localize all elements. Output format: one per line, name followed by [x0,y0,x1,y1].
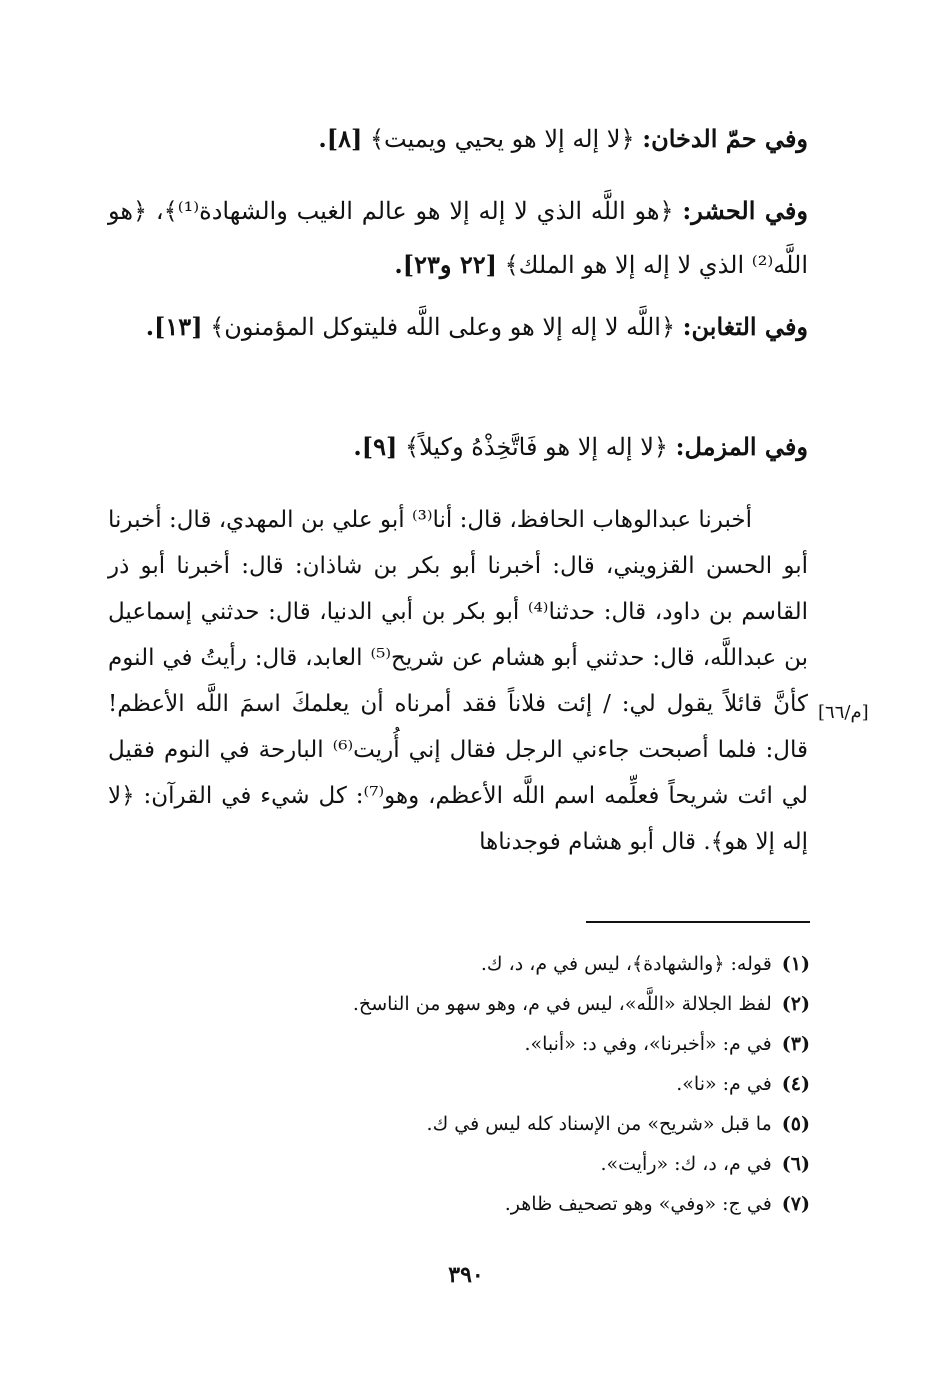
footnote-item [140,944,810,984]
verse-hashr [108,184,808,292]
verse-lead: وفي الحشر: [682,196,808,225]
narration-paragraph [108,497,808,865]
verse-text: ﴿لا إله إلا هو يحيي ويميت﴾ [369,125,635,153]
verse-text: ﴿اللَّه لا إله إلا هو وعلى اللَّه فليتوكل المؤمنون﴾ [210,313,676,341]
verse-taghabun [108,300,808,354]
footnote-item [140,1064,810,1104]
verse-ref: [٨]. [318,124,363,153]
verse-lead: وفي حمّ الدخان: [642,124,808,153]
verse-muzzammil [108,420,808,474]
footnote-number: (٣) [781,1033,810,1055]
footnote-item [140,1104,810,1144]
page-number: ٣٩٠ [448,1262,484,1288]
verse-dukhan [108,112,808,166]
footnote-item [140,984,810,1024]
footnote-item [140,1144,810,1184]
footnote-number: (٦) [781,1153,810,1175]
footnote-number: (٤) [781,1073,810,1095]
verse-lead: وفي التغابن: [682,312,808,341]
verse-text: ﴿هو اللَّه الذي لا إله إلا هو عالم الغيب والشهادة⁽¹⁾﴾، ﴿هو اللَّه⁽²⁾ الذي لا إله إلا هو الملك﴾ [108,197,808,279]
manuscript-marker: [م/٦٦] [818,702,869,723]
footnote-item [140,1024,810,1064]
footnotes [140,944,810,1224]
verse-ref: [١٣]. [145,312,203,341]
footnote-text: قوله: ﴿والشهادة﴾، ليس في م، د، ك. [480,953,772,975]
footnote-number: (٢) [781,993,810,1015]
footnote-number: (١) [781,953,810,975]
verse-lead: وفي المزمل: [675,432,808,461]
footnote-number: (٧) [781,1193,810,1215]
verse-text: ﴿لا إله إلا هو فَاتَّخِذْهُ وكيلاً﴾ [405,433,668,461]
footnote-text: في م: «نا». [676,1073,772,1095]
footnote-text: في م، د، ك: «رأيت». [600,1153,772,1175]
narration-text: أخبرنا عبدالوهاب الحافظ، قال: أنا⁽³⁾ أبو علي بن المهدي، قال: أخبرنا أبو الحسن القزويني، قال: أخبرنا أبو بكر بن شاذان: قال: أخبرنا أبو ذر القاسم بن داود، قال: حدثنا⁽⁴⁾ أبو بكر بن أبي الدنيا، قال: حدثني إسماعيل بن عبداللَّه، قال: حدثني أبو هشام عن شريح⁽⁵⁾ العابد، قال: رأيتُ في النوم كأنَّ قائلاً يقول لي: / إئت فلاناً فقد أمرناه أن يعلمكَ اسمَ اللَّه الأعظم! قال: فلما أصبحت جاءني الرجل فقال إني أُريت⁽⁶⁾ البارحة في النوم فقيل لي ائت شريحاً فعلِّمه اسم اللَّه الأعظم، وهو⁽⁷⁾: كل شيء في القرآن: ﴿لا إله إلا هو﴾. قال أبو هشام فوجدناها [108,507,809,855]
verse-ref: [٢٢ و٢٣]. [394,250,497,279]
footnote-text: ما قبل «شريح» من الإسناد كله ليس في ك. [426,1113,772,1135]
footnote-text: في ج: «وفي» وهو تصحيف ظاهر. [504,1193,772,1215]
footnote-text: لفظ الجلالة «اللَّه»، ليس في م، وهو سهو من الناسخ. [352,993,772,1015]
footnote-text: في م: «أخبرنا»، وفي د: «أنبا». [524,1033,772,1055]
footnote-divider [586,921,810,923]
footnote-item [140,1184,810,1224]
footnote-number: (٥) [781,1113,810,1135]
verse-ref: [٩]. [353,432,398,461]
